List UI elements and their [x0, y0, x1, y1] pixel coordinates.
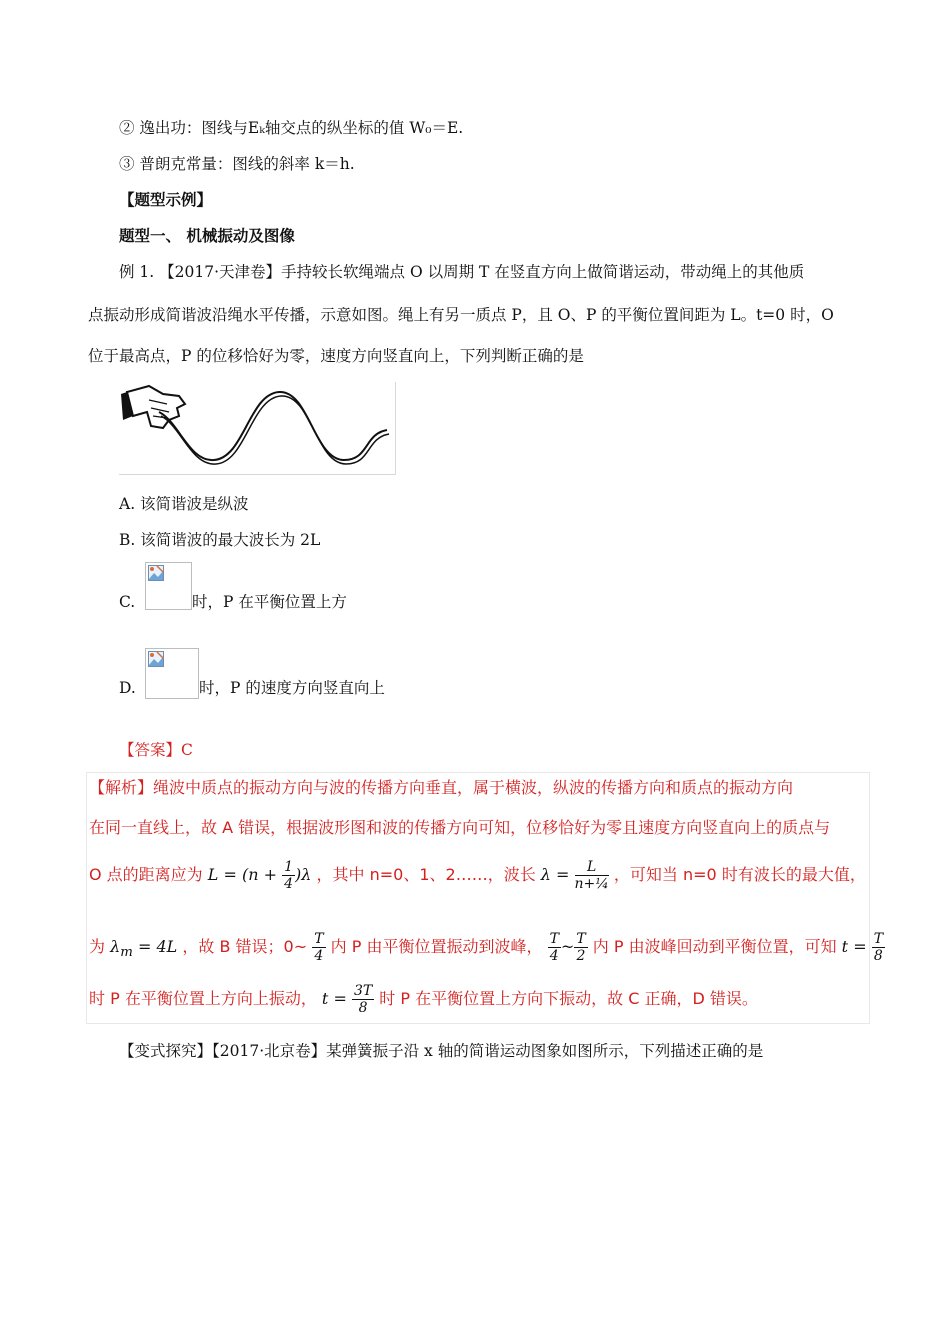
broken-image-icon: [148, 565, 164, 581]
analysis-box: [86, 772, 884, 1024]
option-d-prefix: D.: [119, 679, 136, 697]
analysis-for-text: 为: [89, 937, 111, 956]
option-c-image: [145, 562, 192, 610]
planck-constant-line: ③ 普朗克常量：图线的斜率 k＝h.: [119, 155, 355, 173]
option-a: A. 该简谐波是纵波: [119, 495, 249, 513]
analysis-line-1: 【解析】绳波中质点的振动方向与波的传播方向垂直，属于横波，纵波的传播方向和质点的振动方向: [89, 778, 794, 797]
t-eq-3t-over-8: t = $\frac{3T}{8}$: [321, 983, 373, 1016]
wavelength-formula: λ = $\frac{L}{\text{n+¼}}$: [540, 859, 609, 892]
wave-figure: [119, 382, 396, 475]
analysis-wavelength-text: ，其中 n=0、1、2……，波长: [316, 865, 541, 884]
analysis-return-text: 内 P 由波峰回动到平衡位置，可知: [592, 937, 837, 956]
analysis-line-5: [89, 983, 758, 1016]
t-over-4-fraction-2: $\frac{T}{4}$: [549, 931, 559, 964]
analysis-line-3: [89, 859, 866, 892]
section-heading: 【题型示例】: [119, 190, 213, 209]
work-function-line: ② 逸出功：图线与Eₖ轴交点的纵坐标的值 W₀＝E.: [119, 119, 464, 137]
hand-icon: [121, 386, 185, 428]
analysis-max-text: ，可知当 n=0 时有波长的最大值，: [613, 865, 866, 884]
option-b: B. 该简谐波的最大波长为 2L: [119, 531, 321, 549]
analysis-b-wrong-text: ，故 B 错误；0~: [182, 937, 308, 956]
option-c-prefix: C.: [119, 593, 136, 611]
distance-formula: L = (n + $\frac{1}{4}$ )λ: [207, 859, 312, 892]
option-d-suffix: 时，P 的速度方向竖直向上: [199, 679, 385, 697]
example-line-3: 位于最高点，P 的位移恰好为零，速度方向竖直向上，下列判断正确的是: [88, 347, 584, 365]
t-eq-t-over-8: t = $\frac{T}{8}$: [841, 931, 884, 964]
topic-heading: 题型一、 机械振动及图像: [119, 226, 295, 245]
option-c-suffix: 时，P 在平衡位置上方: [192, 593, 347, 611]
analysis-distance-text: O 点的距离应为: [89, 865, 208, 884]
variant-question: 【变式探究】【2017·北京卷】某弹簧振子沿 x 轴的简谐运动图象如图所示，下列描述正确的是: [119, 1042, 764, 1060]
example-line-1: 例 1. 【2017·天津卷】手持较长软绳端点 O 以周期 T 在竖直方向上做简谐运动，带动绳上的其他质: [119, 263, 805, 281]
analysis-up-text: 时 P 在平衡位置上方向上振动，: [89, 989, 317, 1008]
t-over-4-fraction: $\frac{T}{4}$: [314, 931, 324, 964]
analysis-conclusion-text: 时 P 在平衡位置上方向下振动，故 C 正确，D 错误。: [379, 989, 758, 1008]
max-wavelength-formula: $\lambda_m = 4L$: [110, 937, 178, 961]
t-over-2-fraction: $\frac{T}{2}$: [576, 931, 586, 964]
option-d-image: [145, 648, 199, 699]
analysis-crest-text: 内 P 由平衡位置振动到波峰，: [330, 937, 543, 956]
broken-image-icon: [148, 651, 164, 667]
example-line-2: 点振动形成简谐波沿绳水平传播，示意如图。绳上有另一质点 P，且 O、P 的平衡位置间距为 L。t=0 时，O: [88, 306, 834, 324]
analysis-line-4: 为 $\lambda_m = 4L$ ，故 B 错误；0~ $\frac{T}{4}$ 内 P 由平衡位置振动到波峰， $\frac{T}{4}$ ~ $\frac{T}{2}$ 内 P 由波峰回动到平衡位置，可知 t = $\frac{T}{8}$: [89, 931, 884, 964]
analysis-line-2: 在同一直线上，故 A 错误，根据波形图和波的传播方向可知，位移恰好为零且速度方向竖直向上的质点与: [89, 818, 831, 837]
answer-label: 【答案】C: [119, 741, 193, 759]
